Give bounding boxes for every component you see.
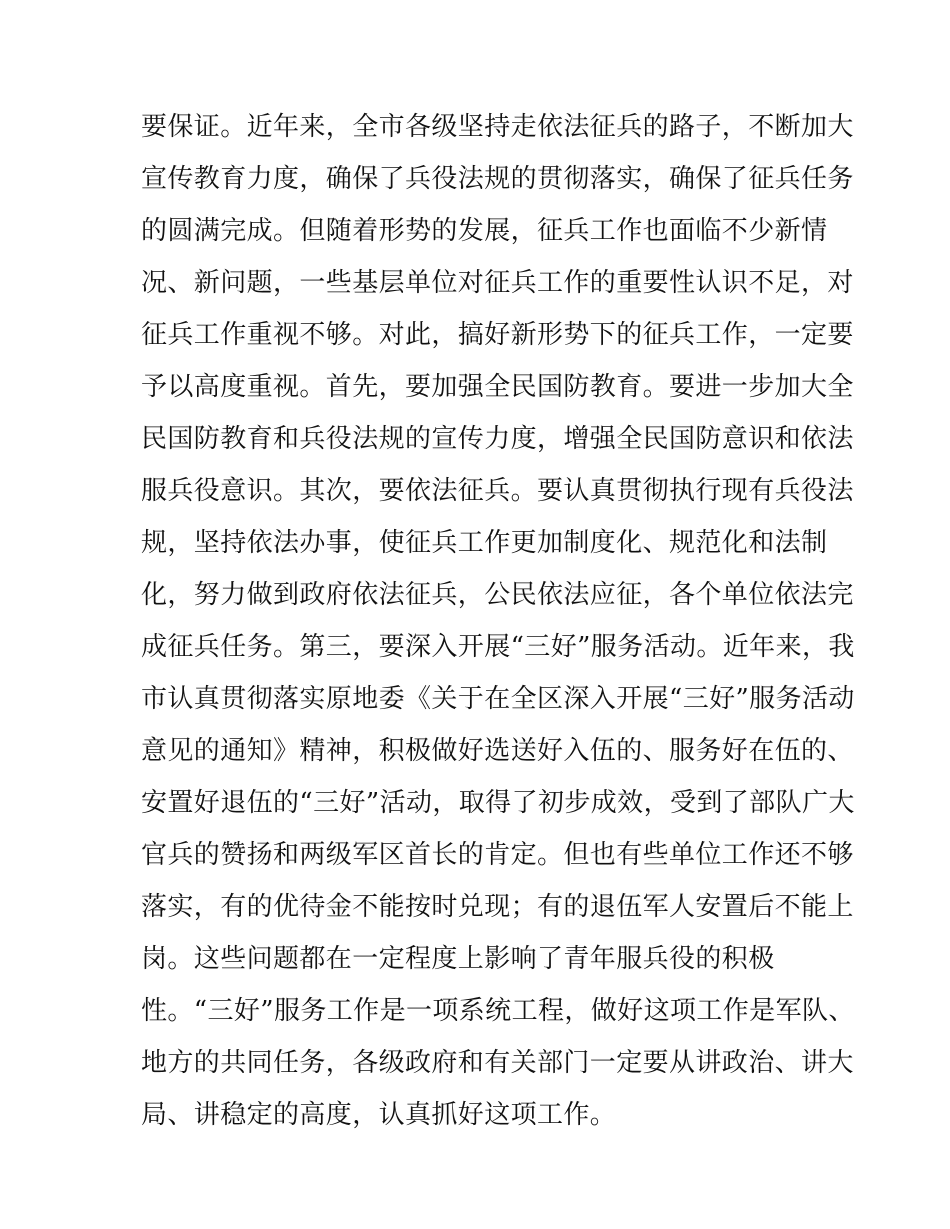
text-line-17: 岗。这些问题都在一定程度上影响了青年服兵役的积极 [141, 944, 775, 974]
text-line-11: 成征兵任务。第三，要深入开展“三好”服务活动。近年来，我 [141, 632, 855, 662]
text-line-1: 要保证。近年来，全市各级坚持走依法征兵的路子，不断加大 [141, 112, 854, 142]
text-line-19: 地方的共同任务，各级政府和有关部门一定要从讲政治、讲大 [141, 1048, 854, 1078]
text-line-12: 市认真贯彻落实原地委《关于在全区深入开展“三好”服务活动 [141, 684, 855, 714]
text-line-20: 局、讲稳定的高度，认真抓好这项工作。 [141, 1100, 617, 1130]
text-line-9: 规，坚持依法办事，使征兵工作更加制度化、规范化和法制 [141, 528, 828, 558]
text-line-16: 落实，有的优待金不能按时兑现；有的退伍军人安置后不能上 [141, 892, 854, 922]
text-line-6: 予以高度重视。首先，要加强全民国防教育。要进一步加大全 [141, 372, 854, 402]
text-line-4: 况、新问题，一些基层单位对征兵工作的重要性认识不足，对 [141, 268, 854, 298]
text-line-8: 服兵役意识。其次，要依法征兵。要认真贯彻执行现有兵役法 [141, 476, 854, 506]
text-line-14: 安置好退伍的“三好”活动，取得了初步成效，受到了部队广大 [141, 788, 855, 818]
text-line-18: 性。“三好”服务工作是一项系统工程，做好这项工作是军队、 [141, 996, 855, 1026]
text-line-7: 民国防教育和兵役法规的宣传力度，增强全民国防意识和依法 [141, 424, 854, 454]
text-line-13: 意见的通知》精神，积极做好选送好入伍的、服务好在伍的、 [141, 736, 854, 766]
text-line-15: 官兵的赞扬和两级军区首长的肯定。但也有些单位工作还不够 [141, 840, 854, 870]
text-line-3: 的圆满完成。但随着形势的发展，征兵工作也面临不少新情 [141, 216, 828, 246]
text-line-5: 征兵工作重视不够。对此，搞好新形势下的征兵工作，一定要 [141, 320, 854, 350]
text-line-10: 化，努力做到政府依法征兵，公民依法应征，各个单位依法完 [141, 580, 854, 610]
text-line-2: 宣传教育力度，确保了兵役法规的贯彻落实，确保了征兵任务 [141, 164, 854, 194]
